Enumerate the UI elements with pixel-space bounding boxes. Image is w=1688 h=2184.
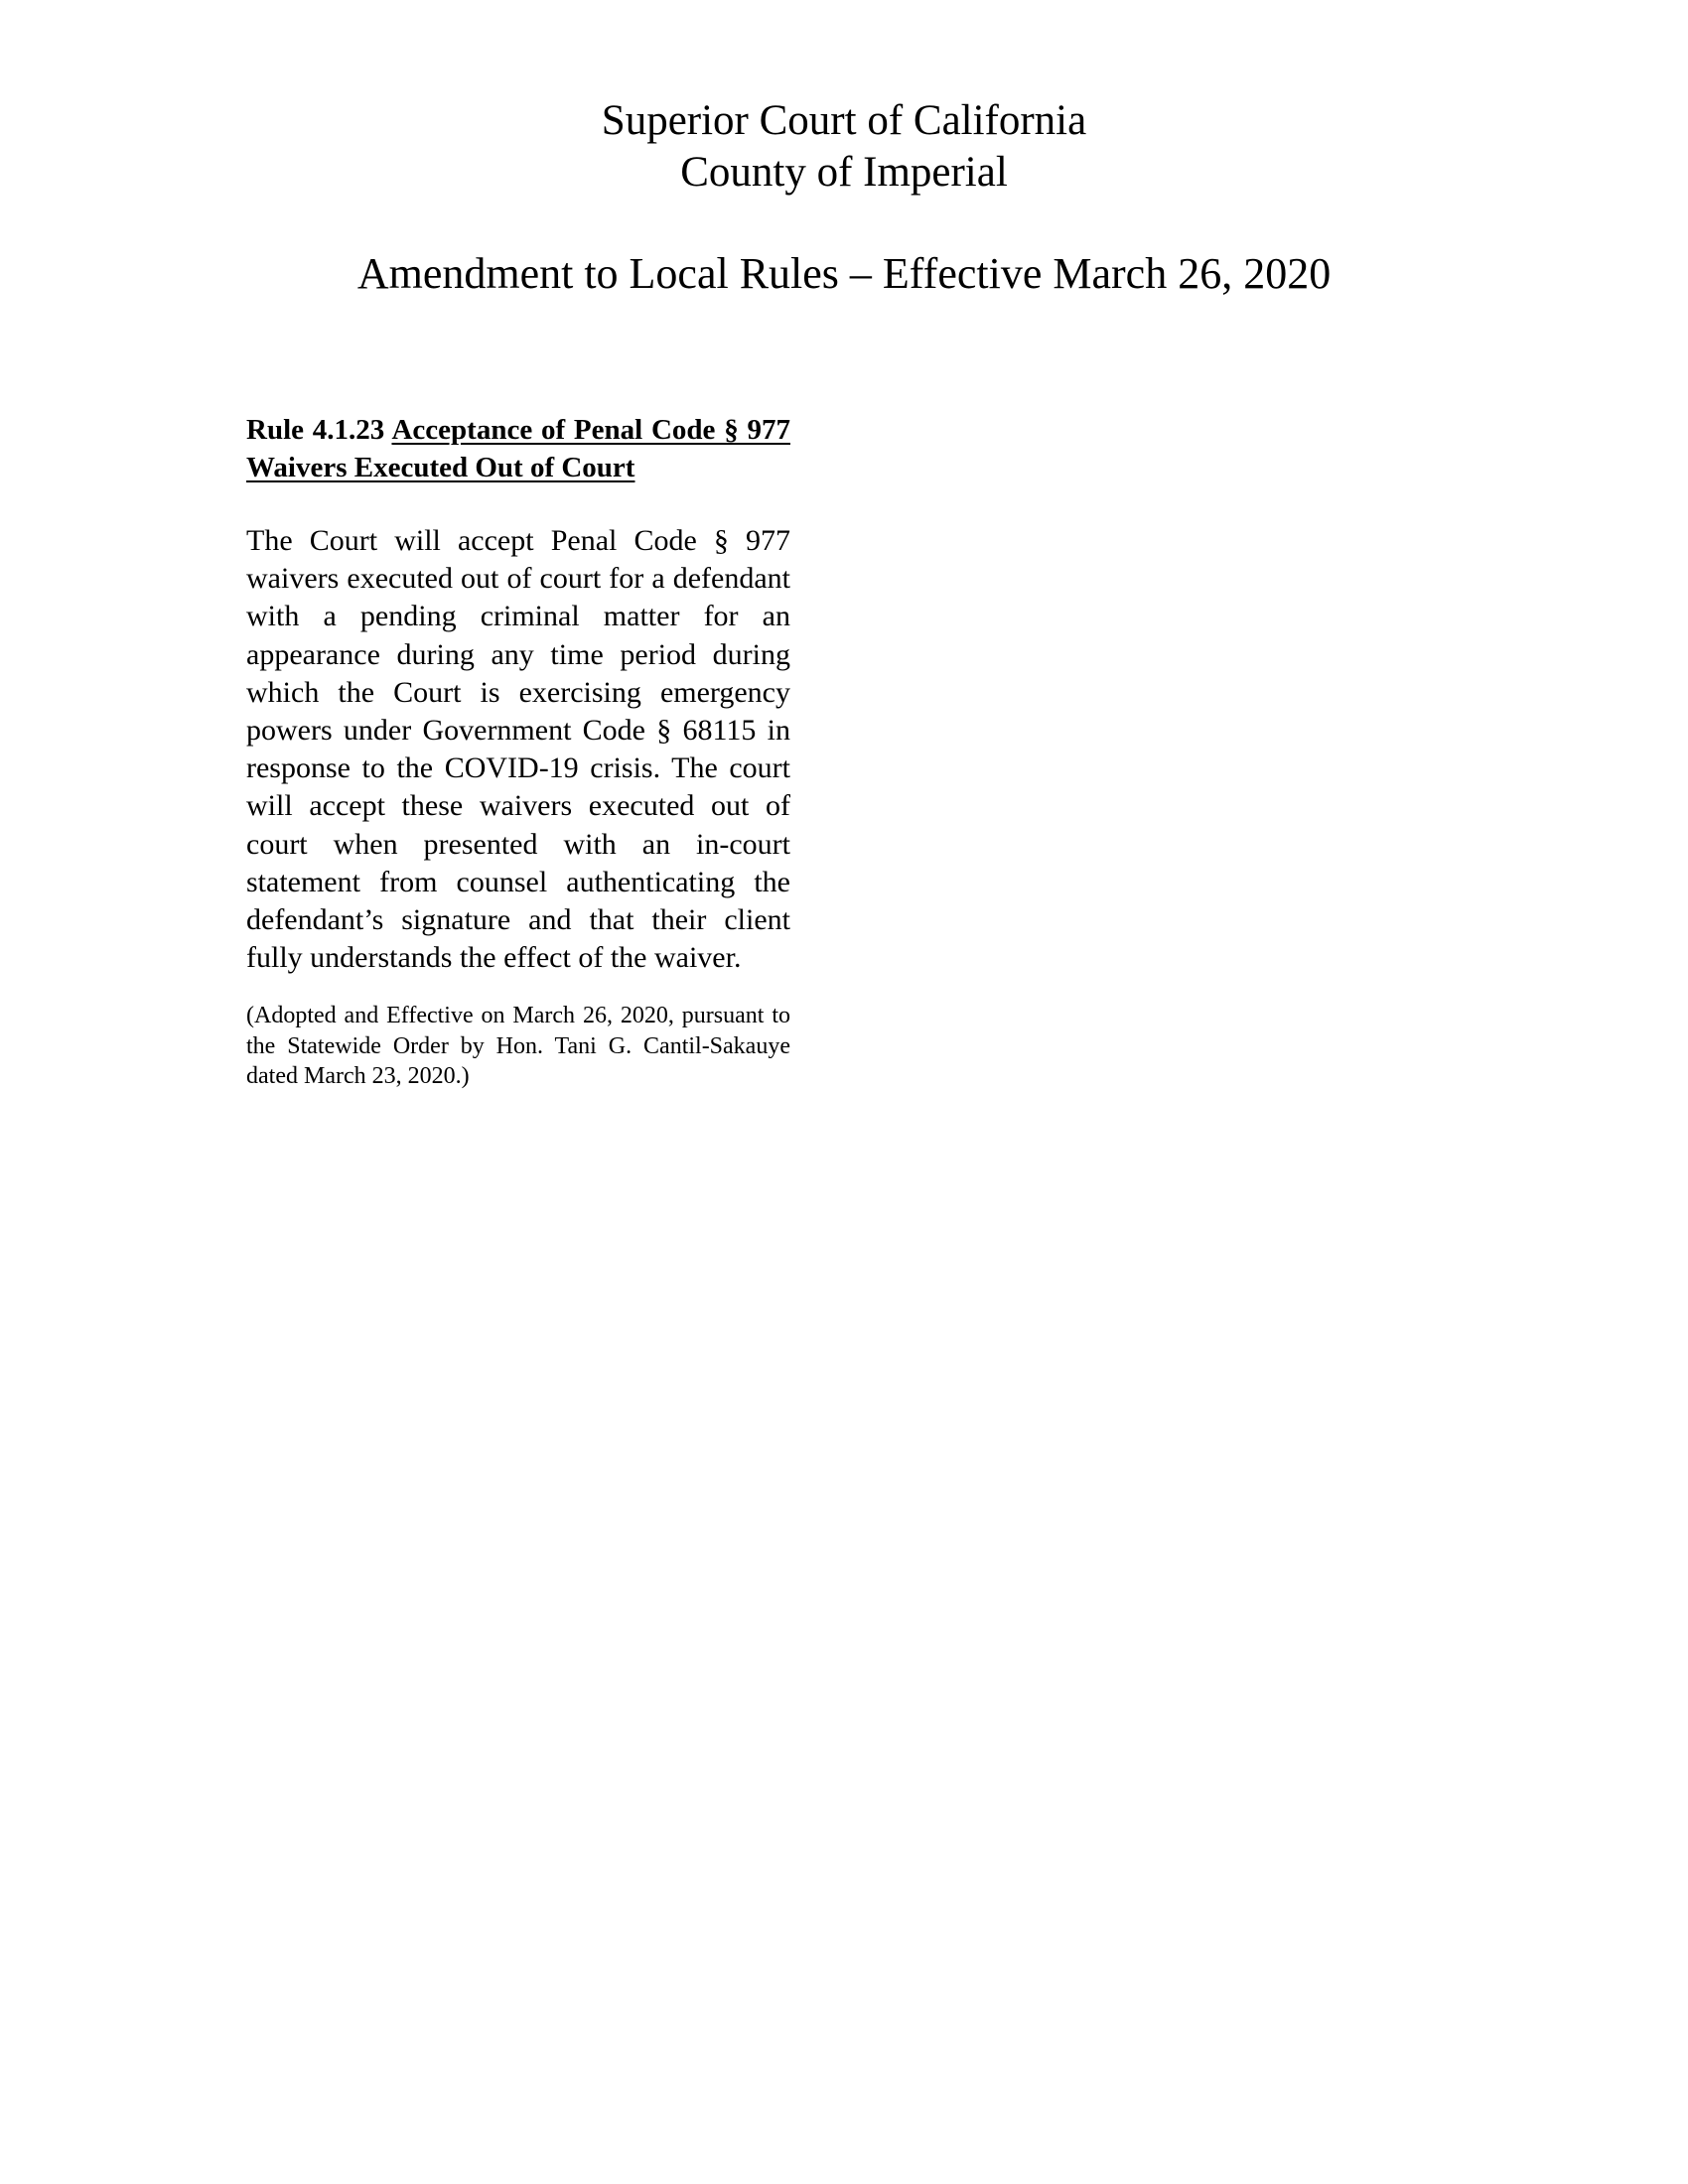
rule-title: Acceptance of Penal Code § 977 Waivers Executed Out of Court [246, 414, 790, 483]
amendment-title: Amendment to Local Rules – Effective March 26, 2020 [356, 249, 1332, 298]
rule-number: Rule 4.1.23 [246, 414, 385, 446]
rule-body: The Court will accept Penal Code § 977 waivers executed out of court for a defendant with a pending criminal matter for an appearance during any time period during which the Court is exercising emergency powers under Government Code § 68115 in response to the COVID-19 crisis. The court will accept these waivers executed out of court when presented with an in-court statement from counsel authenticating the defendant’s signature and that their client fully understands the effect of the waiver. [246, 524, 790, 975]
rule-section [246, 411, 790, 1092]
rule-history-note: (Adopted and Effective on March 26, 2020, pursuant to the Statewide Order by Hon. Tani G. Cantil-Sakauye dated March 23, 2020.) [246, 1003, 790, 1090]
rule-heading [246, 411, 790, 486]
county-name: County of Imperial [680, 149, 1008, 196]
court-name: Superior Court of California [601, 97, 1087, 144]
